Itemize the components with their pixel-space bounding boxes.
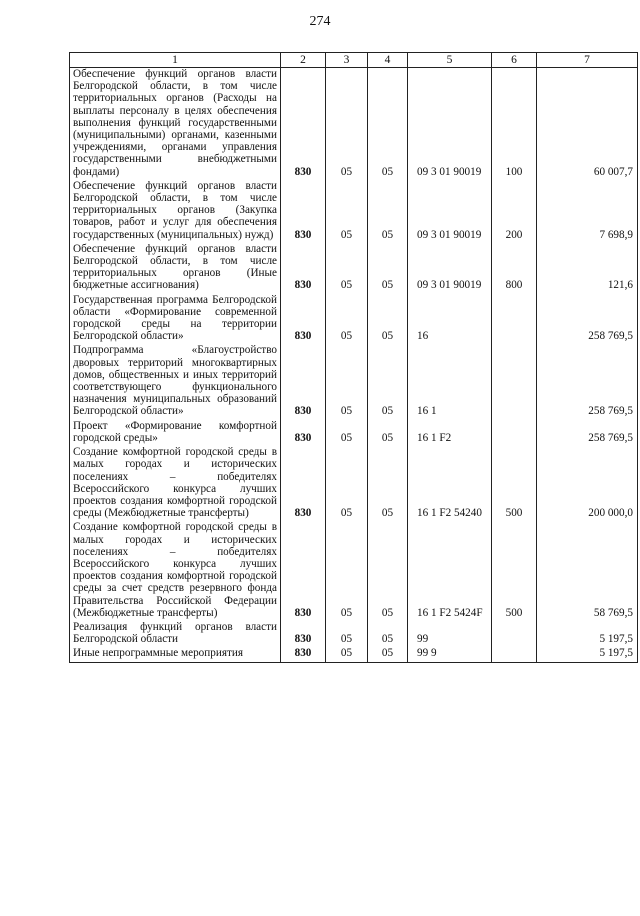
row-amount: 60 007,7 bbox=[537, 68, 638, 180]
row-subsection: 05 bbox=[368, 294, 408, 345]
row-code: 830 bbox=[281, 294, 326, 345]
row-code: 830 bbox=[281, 446, 326, 521]
row-name: Проект «Формирование комфортной городской среды» bbox=[70, 420, 281, 446]
header-row bbox=[70, 53, 638, 68]
row-amount: 58 769,5 bbox=[537, 521, 638, 621]
table-row bbox=[70, 420, 638, 446]
row-section: 05 bbox=[326, 344, 368, 419]
row-amount: 5 197,5 bbox=[537, 621, 638, 647]
row-target: 09 3 01 90019 bbox=[408, 243, 492, 294]
row-code: 830 bbox=[281, 621, 326, 647]
row-subsection: 05 bbox=[368, 243, 408, 294]
table-row bbox=[70, 446, 638, 521]
row-code: 830 bbox=[281, 180, 326, 243]
row-name: Государственная программа Белгородской области «Формирование современной городской среды на территории Белгородской области» bbox=[70, 294, 281, 345]
row-section: 05 bbox=[326, 180, 368, 243]
row-target: 09 3 01 90019 bbox=[408, 68, 492, 180]
row-name: Обеспечение функций органов власти Белгородской области, в том числе территориальных органов (Закупка товаров, работ и услуг для обеспечения государственных (муниципальных) нужд) bbox=[70, 180, 281, 243]
row-target: 99 bbox=[408, 621, 492, 647]
row-type bbox=[492, 647, 537, 662]
row-type bbox=[492, 344, 537, 419]
row-section: 05 bbox=[326, 647, 368, 662]
row-code: 830 bbox=[281, 68, 326, 180]
row-amount: 258 769,5 bbox=[537, 294, 638, 345]
column-header: 7 bbox=[537, 53, 638, 68]
row-type: 500 bbox=[492, 446, 537, 521]
row-type: 100 bbox=[492, 68, 537, 180]
table-row bbox=[70, 344, 638, 419]
page-number: 274 bbox=[309, 14, 331, 29]
row-section: 05 bbox=[326, 446, 368, 521]
row-amount: 258 769,5 bbox=[537, 420, 638, 446]
row-name: Обеспечение функций органов власти Белгородской области, в том числе территориальных органов (Расходы на выплаты персоналу в целях обеспечения выполнения функций государственными (муниципальными) органами, казенными учреждениями, органами управления государственными внебюджетными фондами) bbox=[70, 68, 281, 180]
row-name: Реализация функций органов власти Белгородской области bbox=[70, 621, 281, 647]
row-subsection: 05 bbox=[368, 68, 408, 180]
row-target: 16 1 F2 bbox=[408, 420, 492, 446]
row-code: 830 bbox=[281, 521, 326, 621]
row-section: 05 bbox=[326, 68, 368, 180]
row-section: 05 bbox=[326, 521, 368, 621]
row-type bbox=[492, 621, 537, 647]
row-subsection: 05 bbox=[368, 420, 408, 446]
row-code: 830 bbox=[281, 420, 326, 446]
column-header: 5 bbox=[408, 53, 492, 68]
row-type: 200 bbox=[492, 180, 537, 243]
row-code: 830 bbox=[281, 243, 326, 294]
row-amount: 200 000,0 bbox=[537, 446, 638, 521]
row-type: 500 bbox=[492, 521, 537, 621]
row-subsection: 05 bbox=[368, 647, 408, 662]
row-name: Иные непрограммные мероприятия bbox=[70, 647, 281, 662]
row-section: 05 bbox=[326, 294, 368, 345]
row-target: 99 9 bbox=[408, 647, 492, 662]
table-row bbox=[70, 68, 638, 180]
table-row bbox=[70, 621, 638, 647]
row-code: 830 bbox=[281, 647, 326, 662]
column-header: 4 bbox=[368, 53, 408, 68]
column-header: 6 bbox=[492, 53, 537, 68]
row-section: 05 bbox=[326, 420, 368, 446]
row-target: 16 1 bbox=[408, 344, 492, 419]
row-name: Создание комфортной городской среды в малых городах и исторических поселениях – победителях Всероссийского конкурса лучших проектов создания комфортной городской среды (Межбюджетные трансферты) bbox=[70, 446, 281, 521]
row-amount: 121,6 bbox=[537, 243, 638, 294]
row-subsection: 05 bbox=[368, 621, 408, 647]
row-subsection: 05 bbox=[368, 521, 408, 621]
column-header: 3 bbox=[326, 53, 368, 68]
column-header: 1 bbox=[70, 53, 281, 68]
row-name: Создание комфортной городской среды в малых городах и исторических поселениях – победителях Всероссийского конкурса лучших проектов создания комфортной городской среды за счет средств резервного фонда Правительства Российской Федерации (Межбюджетные трансферты) bbox=[70, 521, 281, 621]
row-target: 16 1 F2 5424F bbox=[408, 521, 492, 621]
row-amount: 5 197,5 bbox=[537, 647, 638, 662]
row-section: 05 bbox=[326, 621, 368, 647]
row-target: 16 bbox=[408, 294, 492, 345]
row-subsection: 05 bbox=[368, 446, 408, 521]
row-amount: 7 698,9 bbox=[537, 180, 638, 243]
row-type bbox=[492, 294, 537, 345]
table-row bbox=[70, 521, 638, 621]
row-target: 09 3 01 90019 bbox=[408, 180, 492, 243]
table-row bbox=[70, 294, 638, 345]
row-subsection: 05 bbox=[368, 344, 408, 419]
row-amount: 258 769,5 bbox=[537, 344, 638, 419]
row-code: 830 bbox=[281, 344, 326, 419]
row-name: Подпрограмма «Благоустройство дворовых территорий многоквартирных домов, общественных и иных территорий соответствующего функционального назначения муниципальных образований Белгородской области» bbox=[70, 344, 281, 419]
table-row bbox=[70, 180, 638, 243]
table-row bbox=[70, 647, 638, 662]
budget-table bbox=[69, 52, 638, 663]
row-section: 05 bbox=[326, 243, 368, 294]
row-type bbox=[492, 420, 537, 446]
row-type: 800 bbox=[492, 243, 537, 294]
column-header: 2 bbox=[281, 53, 326, 68]
row-target: 16 1 F2 54240 bbox=[408, 446, 492, 521]
table-row bbox=[70, 243, 638, 294]
row-subsection: 05 bbox=[368, 180, 408, 243]
row-name: Обеспечение функций органов власти Белгородской области, в том числе территориальных органов (Иные бюджетные ассигнования) bbox=[70, 243, 281, 294]
